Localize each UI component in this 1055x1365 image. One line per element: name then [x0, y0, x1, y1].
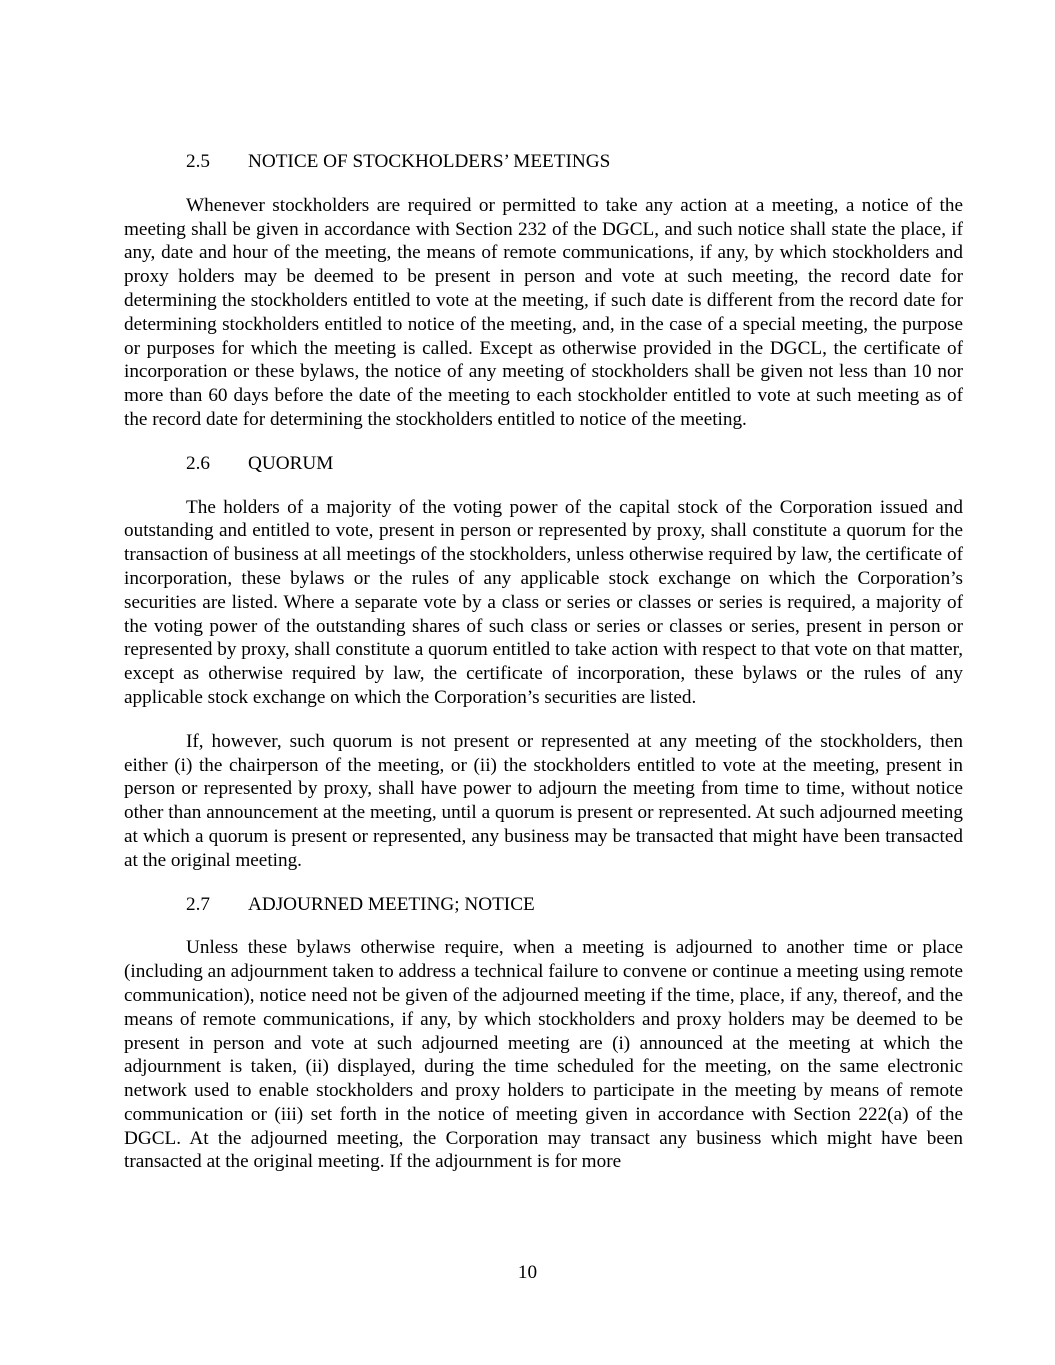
section-title: ADJOURNED MEETING; NOTICE — [248, 893, 535, 915]
section-number: 2.5 — [186, 151, 210, 172]
paragraph-quorum-adjourn: If, however, such quorum is not present or represented at any meeting of the stockholders, then either (i) the chairperson of the meeting, or (ii) the stockholders entitled to vote at the meeting, present in person or represented by proxy, shall have power to adjourn the meeting from time to time, without notice other than announcement at the meeting, until a quorum is present or represented. At such adjourned meeting at which a quorum is present or represented, any business may be transacted that might have been transacted at the original meeting. — [124, 730, 963, 871]
section-number: 2.7 — [186, 893, 210, 915]
paragraph-adjourned-meeting: Unless these bylaws otherwise require, when a meeting is adjourned to another time or place (including an adjournment taken to address a technical failure to convene or continue a meeting using remote communication), notice need not be given of the adjourned meeting if the time, place, if any, thereof, and the means of remote communications, if any, by which stockholders and proxy holders may be deemed to be present in person and vote at such adjourned meeting are (i) announced at the meeting at which the adjournment is taken, (ii) displayed, during the time scheduled for the meeting, on the same electronic network used to enable stockholders and proxy holders to participate in the meeting by means of remote communication or (iii) set forth in the notice of meeting given in accordance with Section 222(a) of the DGCL. At the adjourned meeting, the Corporation may transact any business which might have been transacted at the original meeting. If the adjournment is for more — [124, 937, 963, 1173]
section-heading-2-7 — [124, 893, 963, 917]
section-title: NOTICE OF STOCKHOLDERS’ MEETINGS — [248, 151, 611, 172]
paragraph-quorum: The holders of a majority of the voting power of the capital stock of the Corporation issued and outstanding and entitled to vote, present in person or represented by proxy, shall constitute a quorum for the transaction of business at all meetings of the stockholders, unless otherwise required by law, the certificate of incorporation, these bylaws or the rules of any applicable stock exchange on which the Corporation’s securities are listed. Where a separate vote by a class or series or classes or series is required, a majority of the voting power of the outstanding shares of such class or series or classes or series, present in person or represented by proxy, shall constitute a quorum entitled to take action with respect to that vote on that matter, except as otherwise required by law, the certificate of incorporation, these bylaws or the rules of any applicable stock exchange on which the Corporation’s securities are listed. — [124, 496, 963, 708]
section-title: QUORUM — [248, 452, 334, 474]
section-number: 2.6 — [186, 452, 210, 474]
section-heading-2-5 — [124, 150, 963, 174]
paragraph-notice: Whenever stockholders are required or permitted to take any action at a meeting, a notice of the meeting shall be given in accordance with Section 232 of the DGCL, and such notice shall state the place, if any, date and hour of the meeting, the means of remote communications, if any, by which stockholders and proxy holders may be deemed to be present in person and vote at such meeting, the record date for determining the stockholders entitled to vote at the meeting, if such date is different from the record date for determining stockholders entitled to notice of the meeting, and, in the case of a special meeting, the purpose or purposes for which the meeting is called. Except as otherwise provided in the DGCL, the certificate of incorporation or these bylaws, the notice of any meeting of stockholders shall be given not less than 10 nor more than 60 days before the date of the meeting to each stockholder entitled to vote at such meeting as of the record date for determining the stockholders entitled to notice of the meeting. — [124, 194, 963, 430]
page-body — [124, 150, 963, 1194]
section-heading-2-6 — [124, 452, 963, 476]
page-number: 10 — [517, 1262, 538, 1283]
